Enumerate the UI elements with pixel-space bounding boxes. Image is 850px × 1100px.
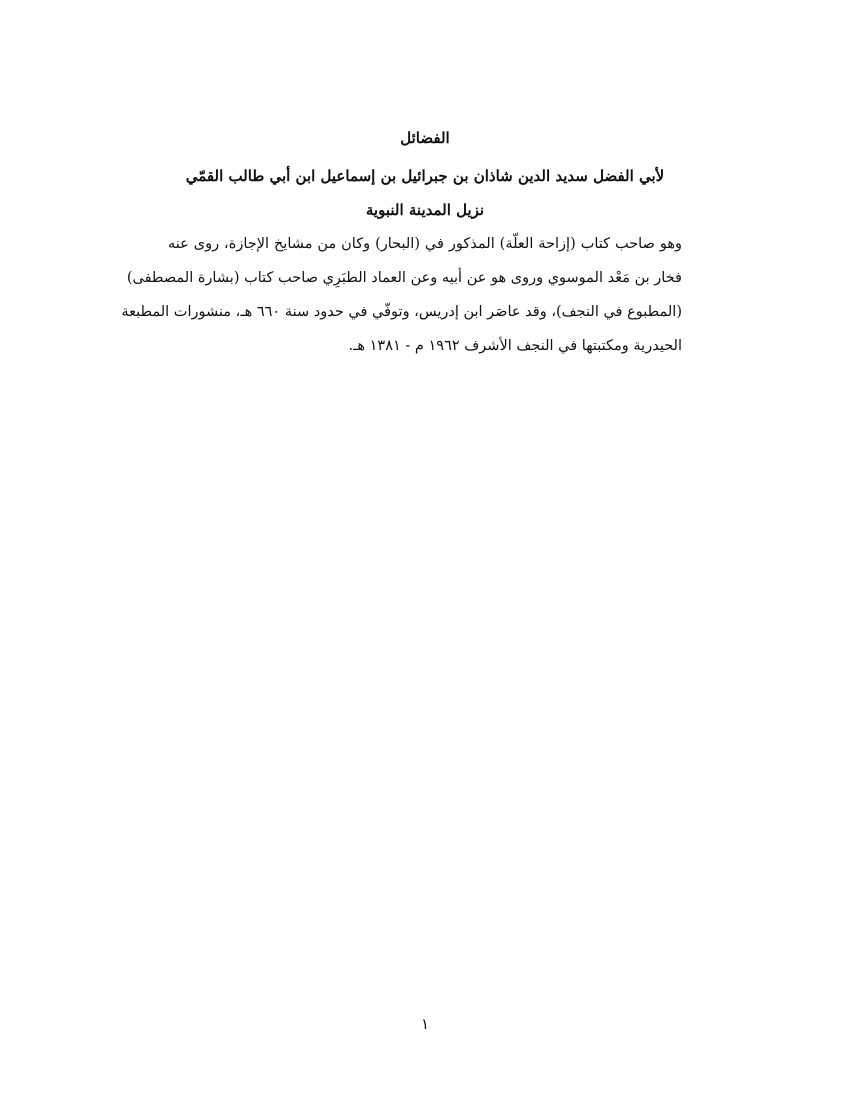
paragraph-line: الحيدرية ومكتبتها في النجف الأشرف ١٩٦٢ م - ١٣٨١ هـ. [348, 338, 682, 354]
paragraph-line: (المطبوع في النجف)، وقد عاصَر ابن إدريس، وتوفّي في حدود سنة ٦٦٠ هـ، منشورات المطبعة [121, 304, 682, 320]
author-line: لأبي الفضل سديد الدين شاذان بن جبرائيل بن إسماعيل ابن أبي طالب القمّي [185, 167, 665, 185]
paragraph-line: فخار بن مَعْد الموسوي وروى هو عن أبيه وعن العماد الطبَرِي صاحب كتاب (بشارة المصطفى) [126, 270, 682, 286]
paragraph-line: وهو صاحب كتاب (إزاحة العلّة) المذكور في (البحار) وكان من مشايخ الإجازة، روى عنه [168, 236, 682, 252]
book-title: الفضائل [400, 129, 450, 147]
description-paragraph [121, 227, 682, 363]
page-number: ١ [420, 1015, 430, 1033]
residence-line: نزيل المدينة النبوية [365, 201, 485, 219]
